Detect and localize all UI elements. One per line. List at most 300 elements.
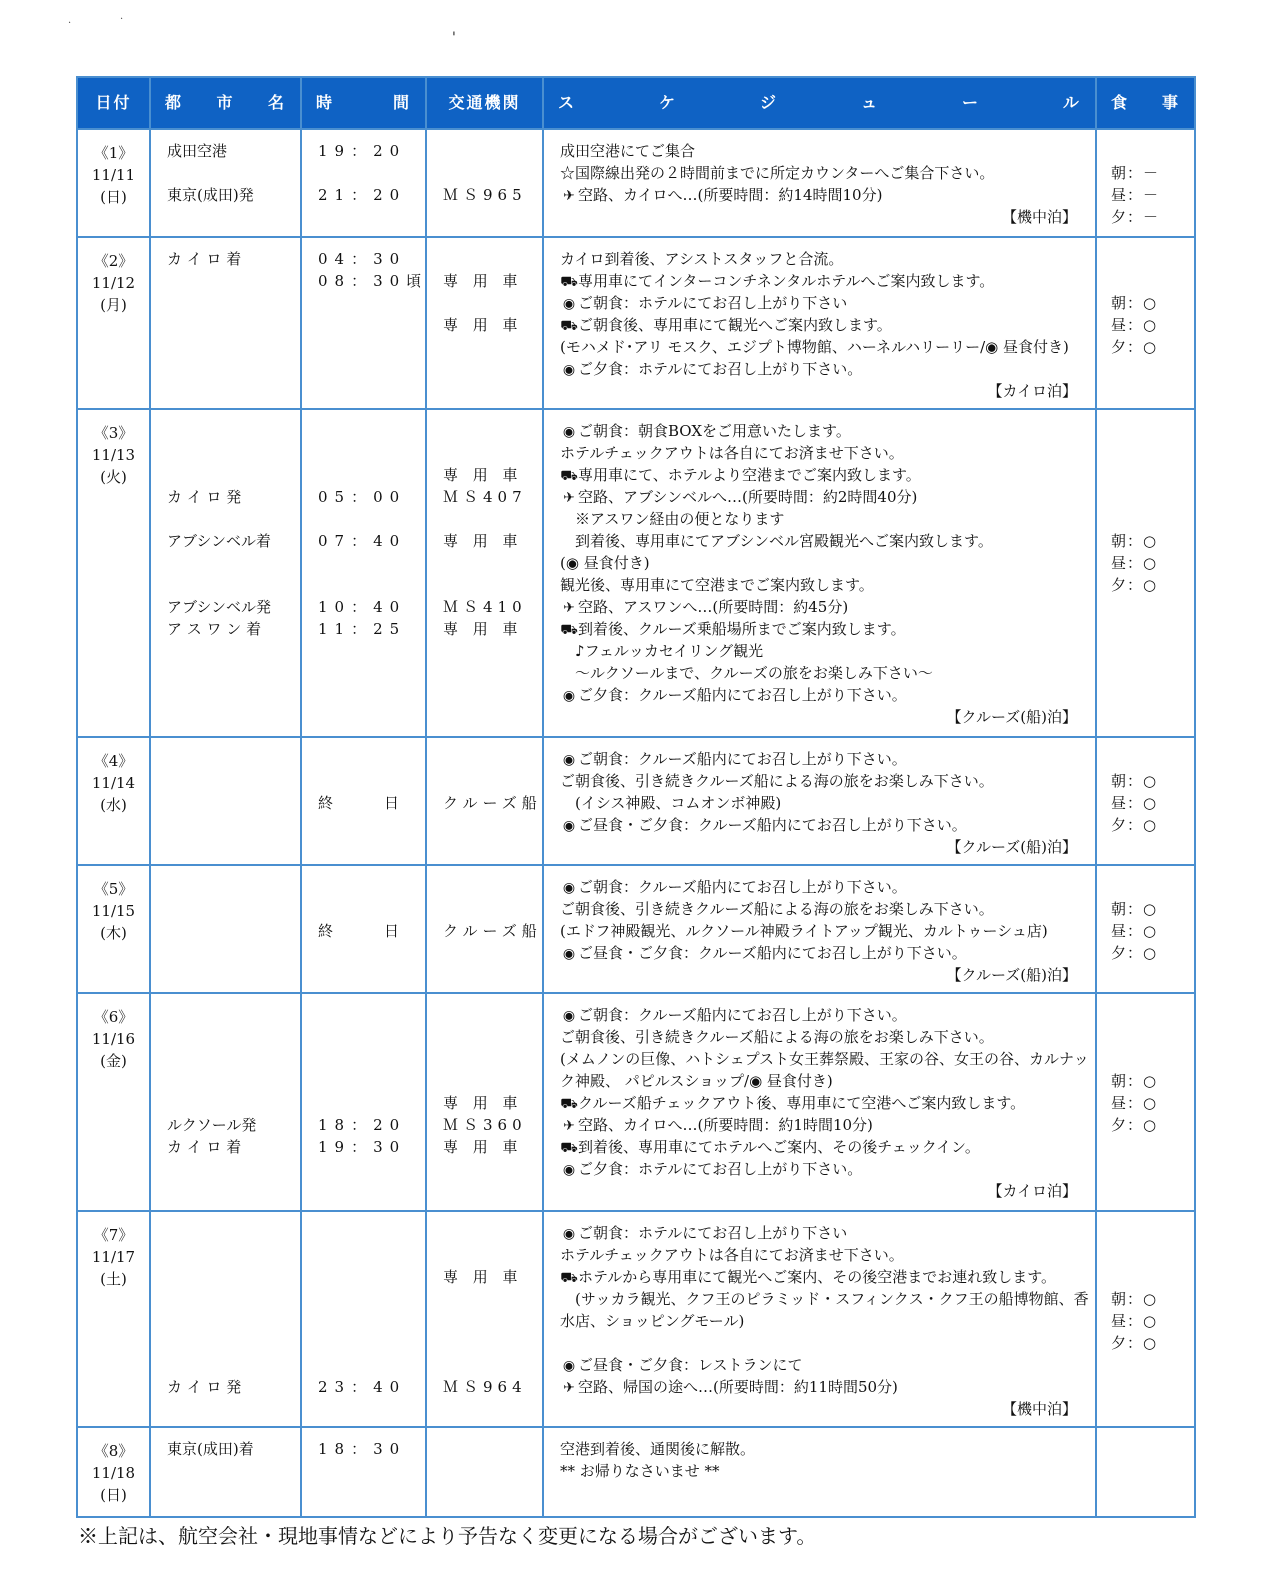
overnight-stay: 【クルーズ(船)泊】 bbox=[946, 966, 1077, 984]
day-num: 《8》 bbox=[93, 1442, 134, 1460]
transport-mode bbox=[427, 876, 542, 898]
schedule-text: ご夕食：ホテルにてお召し上がり下さい。 bbox=[578, 360, 863, 378]
meal-icon: ◉ bbox=[562, 818, 576, 834]
meal-icon: ◉ bbox=[562, 688, 576, 704]
bus-icon: ⛟ bbox=[560, 1096, 578, 1112]
time-value: 08：30頃 bbox=[318, 272, 429, 290]
day-time-cell bbox=[301, 865, 426, 993]
city-name bbox=[167, 420, 286, 442]
bus-icon: ⛟ bbox=[560, 1270, 578, 1286]
transport-mode: クルーズ船 bbox=[443, 794, 542, 812]
schedule-text: 空港到着後、通関後に解散。 bbox=[560, 1440, 756, 1458]
transport-list bbox=[427, 994, 542, 1158]
header-schedule-label-char: ケ bbox=[658, 93, 677, 112]
schedule-line bbox=[560, 640, 1077, 662]
schedule-text: 到着後、専用車にてホテルへご案内、その後チェックイン。 bbox=[578, 1138, 980, 1156]
time-value: 19：20 bbox=[318, 142, 407, 160]
footnote: ※上記は、航空会社・現地事情などにより予告なく変更になる場合がございます。 bbox=[78, 1524, 817, 1548]
schedule-list bbox=[544, 238, 1095, 408]
bus-icon: ⛟ bbox=[560, 318, 578, 334]
day-transport-cell bbox=[426, 993, 543, 1211]
transport-list bbox=[427, 130, 542, 206]
time-value bbox=[302, 1332, 425, 1354]
meal-status: 昼：○ bbox=[1111, 316, 1158, 334]
schedule-line bbox=[560, 1048, 1089, 1070]
meal-status: 朝：○ bbox=[1111, 294, 1158, 312]
day-date: 11/14 bbox=[91, 774, 136, 792]
time-value bbox=[302, 574, 425, 596]
time-list bbox=[302, 866, 425, 942]
day-transport-cell bbox=[426, 865, 543, 993]
airplane-icon: ✈ bbox=[563, 1380, 575, 1396]
schedule-line bbox=[560, 1092, 1077, 1114]
schedule-line bbox=[560, 358, 1077, 380]
time-value bbox=[302, 770, 425, 792]
day-meal-cell bbox=[1096, 129, 1195, 237]
overnight-stay: 【カイロ泊】 bbox=[987, 1182, 1077, 1200]
city-name bbox=[167, 442, 286, 464]
meal-status: 夕：－ bbox=[1111, 208, 1160, 226]
header-time-label-char: 間 bbox=[392, 93, 411, 112]
transport-mode: 専 用 車 bbox=[443, 1268, 523, 1286]
schedule-line bbox=[560, 684, 1077, 706]
day-date: 11/15 bbox=[91, 902, 136, 920]
city-list bbox=[151, 1428, 300, 1468]
schedule-text: (サッカラ観光、クフ王のピラミッド・スフィンクス・クフ王の船博物館、香 bbox=[560, 1290, 1089, 1308]
time-list bbox=[302, 410, 425, 640]
day-dow: (木) bbox=[100, 924, 127, 942]
city-list bbox=[151, 994, 300, 1166]
airplane-icon: ✈ bbox=[563, 600, 575, 616]
city-name bbox=[167, 1310, 286, 1332]
transport-mode bbox=[427, 292, 542, 314]
schedule-text: ご昼食・ご夕食：クルーズ船内にてお召し上がり下さい。 bbox=[578, 816, 967, 834]
day-date-cell bbox=[77, 1427, 150, 1517]
schedule-line bbox=[560, 748, 1077, 770]
transport-mode bbox=[427, 1288, 542, 1310]
time-value: 19：30 bbox=[318, 1138, 407, 1156]
header-time-label bbox=[302, 92, 425, 114]
meal-icon: ◉ bbox=[562, 296, 576, 312]
schedule-line bbox=[560, 508, 1077, 530]
itinerary-day-row bbox=[77, 993, 1195, 1211]
header-date-label: 日付 bbox=[95, 93, 132, 112]
header-city bbox=[150, 77, 301, 129]
schedule-line bbox=[560, 1288, 1089, 1310]
time-value: 21：20 bbox=[318, 186, 407, 204]
day-time-cell bbox=[301, 129, 426, 237]
time-value bbox=[302, 464, 425, 486]
meal-status: 夕：○ bbox=[1111, 338, 1158, 356]
city-name bbox=[167, 1266, 286, 1288]
transport-mode bbox=[427, 162, 542, 184]
meal-icon: ◉ bbox=[562, 880, 576, 896]
schedule-list bbox=[544, 738, 1095, 864]
time-value bbox=[302, 1266, 425, 1288]
schedule-list bbox=[544, 1212, 1095, 1426]
schedule-text: ご朝食後、引き続きクルーズ船による海の旅をお楽しみ下さい。 bbox=[560, 900, 994, 918]
time-list bbox=[302, 1428, 425, 1460]
day-date: 11/17 bbox=[91, 1248, 136, 1266]
day-meal-cell bbox=[1096, 865, 1195, 993]
city-name bbox=[167, 464, 286, 486]
header-transport-label: 交通機関 bbox=[448, 93, 521, 112]
time-value bbox=[302, 162, 425, 184]
day-date-cell bbox=[77, 993, 150, 1211]
day-dow: (月) bbox=[100, 296, 127, 314]
transport-mode: ＭＳ410 bbox=[443, 598, 527, 616]
itinerary-day-row bbox=[77, 1427, 1195, 1517]
schedule-line bbox=[560, 1244, 1077, 1266]
day-num: 《2》 bbox=[93, 252, 134, 270]
city-name: 東京(成田)着 bbox=[167, 1440, 254, 1458]
schedule-line bbox=[560, 1026, 1077, 1048]
schedule-text: ～ルクソールまで、クルーズの旅をお楽しみ下さい～ bbox=[560, 664, 933, 682]
meal-status: 夕：○ bbox=[1111, 1334, 1158, 1352]
schedule-list bbox=[544, 130, 1095, 234]
schedule-line bbox=[560, 314, 1077, 336]
table-header-row bbox=[77, 77, 1195, 129]
schedule-text: 空路、カイロへ…(所要時間：約1時間10分) bbox=[578, 1116, 873, 1134]
schedule-text: (モハメド･アリ モスク、エジプト博物館、ハーネルハリーリー/◉ 昼食付き) bbox=[560, 338, 1069, 356]
header-schedule-label-char: ュ bbox=[860, 93, 879, 112]
city-list bbox=[151, 130, 300, 214]
header-meal bbox=[1096, 77, 1195, 129]
city-list bbox=[151, 738, 300, 756]
header-time-label-char: 時 bbox=[316, 93, 335, 112]
city-name bbox=[167, 1026, 286, 1048]
schedule-text: ご昼食・ご夕食：レストランにて bbox=[578, 1356, 803, 1374]
schedule-line bbox=[560, 552, 1077, 574]
transport-mode bbox=[427, 1048, 542, 1070]
day-dow: (火) bbox=[100, 468, 127, 486]
day-transport-cell bbox=[426, 737, 543, 865]
day-schedule-cell bbox=[543, 1427, 1096, 1517]
day-time-cell bbox=[301, 237, 429, 409]
meal-list bbox=[1097, 866, 1194, 964]
city-name bbox=[167, 1092, 286, 1114]
time-value: 10：40 bbox=[318, 598, 407, 616]
schedule-line bbox=[560, 442, 1077, 464]
meal-icon: ◉ bbox=[562, 424, 576, 440]
time-value bbox=[302, 1070, 425, 1092]
transport-list bbox=[427, 238, 542, 336]
city-name bbox=[167, 1332, 286, 1354]
day-time-cell bbox=[301, 993, 426, 1211]
schedule-list bbox=[544, 866, 1095, 992]
schedule-line bbox=[560, 140, 1077, 162]
schedule-text: 空路、帰国の途へ…(所要時間：約11時間50分) bbox=[578, 1378, 898, 1396]
time-value bbox=[302, 1004, 425, 1026]
airplane-icon: ✈ bbox=[563, 1118, 575, 1134]
city-name bbox=[167, 162, 286, 184]
schedule-text: クルーズ船チェックアウト後、専用車にて空港へご案内致します。 bbox=[578, 1094, 1026, 1112]
transport-mode bbox=[427, 770, 542, 792]
header-city-label-char: 名 bbox=[267, 93, 286, 112]
city-name bbox=[167, 552, 286, 574]
meal-status: 昼：○ bbox=[1111, 922, 1158, 940]
day-dow: (金) bbox=[100, 1052, 127, 1070]
bus-icon: ⛟ bbox=[560, 468, 578, 484]
transport-mode bbox=[427, 508, 542, 530]
day-schedule-cell bbox=[543, 129, 1096, 237]
schedule-line bbox=[560, 1438, 1077, 1460]
schedule-text: 成田空港にてご集合 bbox=[560, 142, 696, 160]
day-num: 《4》 bbox=[93, 752, 134, 770]
time-value bbox=[302, 552, 425, 574]
schedule-line bbox=[560, 336, 1077, 358]
schedule-text: ご朝食：朝食BOXをご用意いたします。 bbox=[578, 422, 851, 440]
day-date-cell bbox=[77, 129, 150, 237]
day-date: 11/11 bbox=[91, 166, 136, 184]
schedule-text: 空路、カイロへ…(所要時間：約14時間10分) bbox=[578, 186, 883, 204]
day-city-cell bbox=[150, 865, 301, 993]
transport-mode bbox=[427, 1004, 542, 1026]
city-name: カ イ ロ 発 bbox=[167, 1378, 242, 1396]
day-meal-cell bbox=[1096, 409, 1195, 737]
day-date bbox=[78, 994, 149, 1072]
schedule-line bbox=[560, 1460, 1077, 1482]
day-num: 《1》 bbox=[93, 144, 134, 162]
day-schedule-cell bbox=[543, 237, 1096, 409]
transport-mode: 専 用 車 bbox=[443, 1138, 523, 1156]
schedule-list bbox=[544, 994, 1095, 1208]
city-name bbox=[167, 508, 286, 530]
time-value: 18：20 bbox=[318, 1116, 407, 1134]
day-schedule-cell bbox=[543, 993, 1096, 1211]
schedule-text: 観光後、専用車にて空港までご案内致します。 bbox=[560, 576, 874, 594]
city-name bbox=[167, 1222, 286, 1244]
schedule-line bbox=[560, 1070, 1077, 1092]
transport-mode: ＭＳ965 bbox=[443, 186, 527, 204]
meal-status: 朝：○ bbox=[1111, 1072, 1158, 1090]
header-meal-label bbox=[1097, 92, 1194, 114]
schedule-text: ホテルチェックアウトは各自にてお済ませ下さい。 bbox=[560, 1246, 904, 1264]
schedule-line bbox=[560, 292, 1077, 314]
transport-list bbox=[427, 410, 542, 640]
overnight-stay: 【機中泊】 bbox=[1001, 1400, 1077, 1418]
schedule-line bbox=[560, 1354, 1077, 1376]
airplane-icon: ✈ bbox=[563, 490, 575, 506]
city-name: カ イ ロ 着 bbox=[167, 1138, 242, 1156]
transport-mode bbox=[427, 420, 542, 442]
header-schedule-label-char: ル bbox=[1062, 93, 1081, 112]
header-schedule-label-char: ー bbox=[961, 93, 980, 112]
airplane-icon: ✈ bbox=[563, 188, 575, 204]
day-date: 11/12 bbox=[91, 274, 136, 292]
transport-list bbox=[427, 866, 542, 942]
time-value bbox=[302, 1244, 425, 1266]
day-num: 《5》 bbox=[93, 880, 134, 898]
transport-mode bbox=[427, 552, 542, 574]
header-schedule-label-char: ジ bbox=[759, 93, 778, 112]
transport-mode: クルーズ船 bbox=[443, 922, 542, 940]
meal-icon: ◉ bbox=[562, 752, 576, 768]
time-list bbox=[302, 130, 425, 206]
schedule-text: 専用車にてインターコンチネンタルホテルへご案内致します。 bbox=[578, 272, 995, 290]
day-dow: (日) bbox=[100, 1486, 127, 1504]
time-list bbox=[302, 238, 429, 292]
day-city-cell bbox=[150, 129, 301, 237]
time-value: 23：40 bbox=[318, 1378, 407, 1396]
bus-icon: ⛟ bbox=[560, 1140, 578, 1156]
meal-status: 昼：○ bbox=[1111, 1094, 1158, 1112]
header-transport bbox=[426, 77, 543, 129]
day-date bbox=[78, 1428, 149, 1506]
day-schedule-cell bbox=[543, 865, 1096, 993]
city-name: ルクソール発 bbox=[167, 1116, 257, 1134]
day-meal-cell bbox=[1096, 1427, 1195, 1517]
transport-mode bbox=[427, 898, 542, 920]
day-date-cell bbox=[77, 237, 150, 409]
meal-status: 朝：○ bbox=[1111, 1290, 1158, 1308]
itinerary-day-row bbox=[77, 1211, 1195, 1427]
schedule-text: ご夕食：クルーズ船内にてお召し上がり下さい。 bbox=[578, 686, 907, 704]
day-transport-cell bbox=[426, 1211, 543, 1427]
schedule-line bbox=[560, 184, 1077, 206]
day-date bbox=[78, 130, 149, 208]
schedule-list bbox=[544, 410, 1095, 734]
day-date-cell bbox=[77, 1211, 150, 1427]
schedule-text: ホテルチェックアウトは各自にてお済ませ下さい。 bbox=[560, 444, 904, 462]
meal-list bbox=[1097, 738, 1194, 836]
time-value bbox=[302, 1026, 425, 1048]
schedule-line bbox=[560, 248, 1077, 270]
meal-status: 朝：○ bbox=[1111, 532, 1158, 550]
meal-icon: ◉ bbox=[562, 1008, 576, 1024]
day-schedule-cell bbox=[543, 409, 1096, 737]
city-name bbox=[167, 1288, 286, 1310]
schedule-text: ご朝食：ホテルにてお召し上がり下さい bbox=[578, 294, 848, 312]
header-city-label bbox=[151, 92, 300, 114]
time-value: 18：30 bbox=[318, 1440, 407, 1458]
city-list bbox=[151, 866, 300, 884]
scan-speck: · bbox=[120, 14, 124, 25]
meal-status: 昼：○ bbox=[1111, 794, 1158, 812]
meal-status: 夕：○ bbox=[1111, 576, 1158, 594]
day-meal-cell bbox=[1096, 237, 1195, 409]
overnight-stay: 【クルーズ(船)泊】 bbox=[946, 838, 1077, 856]
day-date-cell bbox=[77, 737, 150, 865]
bus-icon: ⛟ bbox=[560, 622, 578, 638]
meal-list bbox=[1097, 130, 1194, 228]
transport-mode: 専 用 車 bbox=[443, 1094, 523, 1112]
meal-list bbox=[1097, 238, 1194, 358]
schedule-text: ホテルから専用車にて観光へご案内、その後空港までお連れ致します。 bbox=[578, 1268, 1057, 1286]
transport-list bbox=[427, 738, 542, 814]
day-num: 《6》 bbox=[93, 1008, 134, 1026]
schedule-text: (◉ 昼食付き) bbox=[560, 554, 650, 572]
header-city-label-char: 都 bbox=[165, 93, 184, 112]
day-city-cell bbox=[150, 993, 301, 1211]
itinerary-day-row bbox=[77, 129, 1195, 237]
transport-mode bbox=[427, 1222, 542, 1244]
schedule-text: ※アスワン経由の便となります bbox=[560, 510, 785, 528]
schedule-text: ご朝食後、専用車にて観光へご案内致します。 bbox=[578, 316, 892, 334]
schedule-text: ご朝食：クルーズ船内にてお召し上がり下さい。 bbox=[578, 1006, 907, 1024]
schedule-text: ♪フェルッカセイリング観光 bbox=[560, 642, 764, 660]
meal-status: 朝：○ bbox=[1111, 772, 1158, 790]
header-city-label-char: 市 bbox=[216, 93, 235, 112]
day-date: 11/16 bbox=[91, 1030, 136, 1048]
meal-status: 昼：○ bbox=[1111, 554, 1158, 572]
time-value bbox=[302, 1048, 425, 1070]
day-date: 11/18 bbox=[91, 1464, 136, 1482]
city-name bbox=[167, 1354, 286, 1376]
schedule-line bbox=[560, 420, 1077, 442]
transport-mode bbox=[427, 1310, 542, 1332]
meal-icon: ◉ bbox=[562, 1162, 576, 1178]
schedule-line bbox=[560, 464, 1077, 486]
time-list bbox=[302, 1212, 425, 1398]
header-schedule-label-char: ス bbox=[558, 93, 577, 112]
schedule-text: ご朝食後、引き続きクルーズ船による海の旅をお楽しみ下さい。 bbox=[560, 772, 994, 790]
transport-mode: 専 用 車 bbox=[443, 466, 523, 484]
day-date bbox=[78, 1212, 149, 1290]
time-value bbox=[302, 876, 425, 898]
schedule-line bbox=[560, 530, 1077, 552]
transport-mode bbox=[427, 1354, 542, 1376]
schedule-line bbox=[560, 920, 1077, 942]
transport-mode: ＭＳ964 bbox=[443, 1378, 527, 1396]
time-value: 11：25 bbox=[318, 620, 407, 638]
day-dow: (日) bbox=[100, 188, 127, 206]
itinerary-day-row bbox=[77, 409, 1195, 737]
schedule-line bbox=[560, 814, 1077, 836]
day-time-cell bbox=[301, 737, 426, 865]
header-schedule bbox=[543, 77, 1096, 129]
schedule-text: ご朝食：クルーズ船内にてお召し上がり下さい。 bbox=[578, 750, 907, 768]
transport-mode: 専 用 車 bbox=[443, 532, 523, 550]
schedule-text: 空路、アブシンベルへ…(所要時間：約2時間40分) bbox=[578, 488, 918, 506]
transport-mode bbox=[427, 574, 542, 596]
city-name: アブシンベル着 bbox=[167, 532, 272, 550]
schedule-line bbox=[560, 486, 1077, 508]
day-dow: (土) bbox=[100, 1270, 127, 1288]
schedule-text: 専用車にて、ホテルより空港までご案内致します。 bbox=[578, 466, 921, 484]
time-list bbox=[302, 994, 425, 1158]
time-value: 07：40 bbox=[318, 532, 407, 550]
day-schedule-cell bbox=[543, 737, 1096, 865]
transport-mode bbox=[427, 1332, 542, 1354]
time-value: 04：30 bbox=[318, 250, 407, 268]
schedule-line bbox=[560, 1136, 1077, 1158]
scan-speck: ' bbox=[452, 30, 456, 46]
scan-speck: · bbox=[68, 18, 72, 29]
bus-icon: ⛟ bbox=[560, 274, 578, 290]
schedule-line bbox=[560, 898, 1077, 920]
city-name bbox=[167, 574, 286, 596]
schedule-line bbox=[560, 270, 1077, 292]
transport-mode bbox=[427, 748, 542, 770]
schedule-list bbox=[544, 1428, 1095, 1488]
itinerary-day-row bbox=[77, 737, 1195, 865]
transport-mode bbox=[427, 1070, 542, 1092]
time-value bbox=[302, 1354, 425, 1376]
schedule-line bbox=[560, 162, 1077, 184]
day-transport-cell bbox=[426, 237, 543, 409]
meal-status: 夕：○ bbox=[1111, 944, 1158, 962]
schedule-line bbox=[560, 596, 1077, 618]
overnight-stay: 【カイロ泊】 bbox=[987, 382, 1077, 400]
day-date bbox=[78, 410, 149, 488]
city-list bbox=[151, 410, 300, 648]
schedule-text: (イシス神殿、コムオンボ神殿) bbox=[560, 794, 782, 812]
schedule-text: (メムノンの巨像、ハトシェプスト女王葬祭殿、王家の谷、女王の谷、カルナッ bbox=[560, 1050, 1089, 1068]
day-city-cell bbox=[150, 1211, 301, 1427]
schedule-line bbox=[560, 876, 1077, 898]
schedule-line bbox=[560, 792, 1077, 814]
